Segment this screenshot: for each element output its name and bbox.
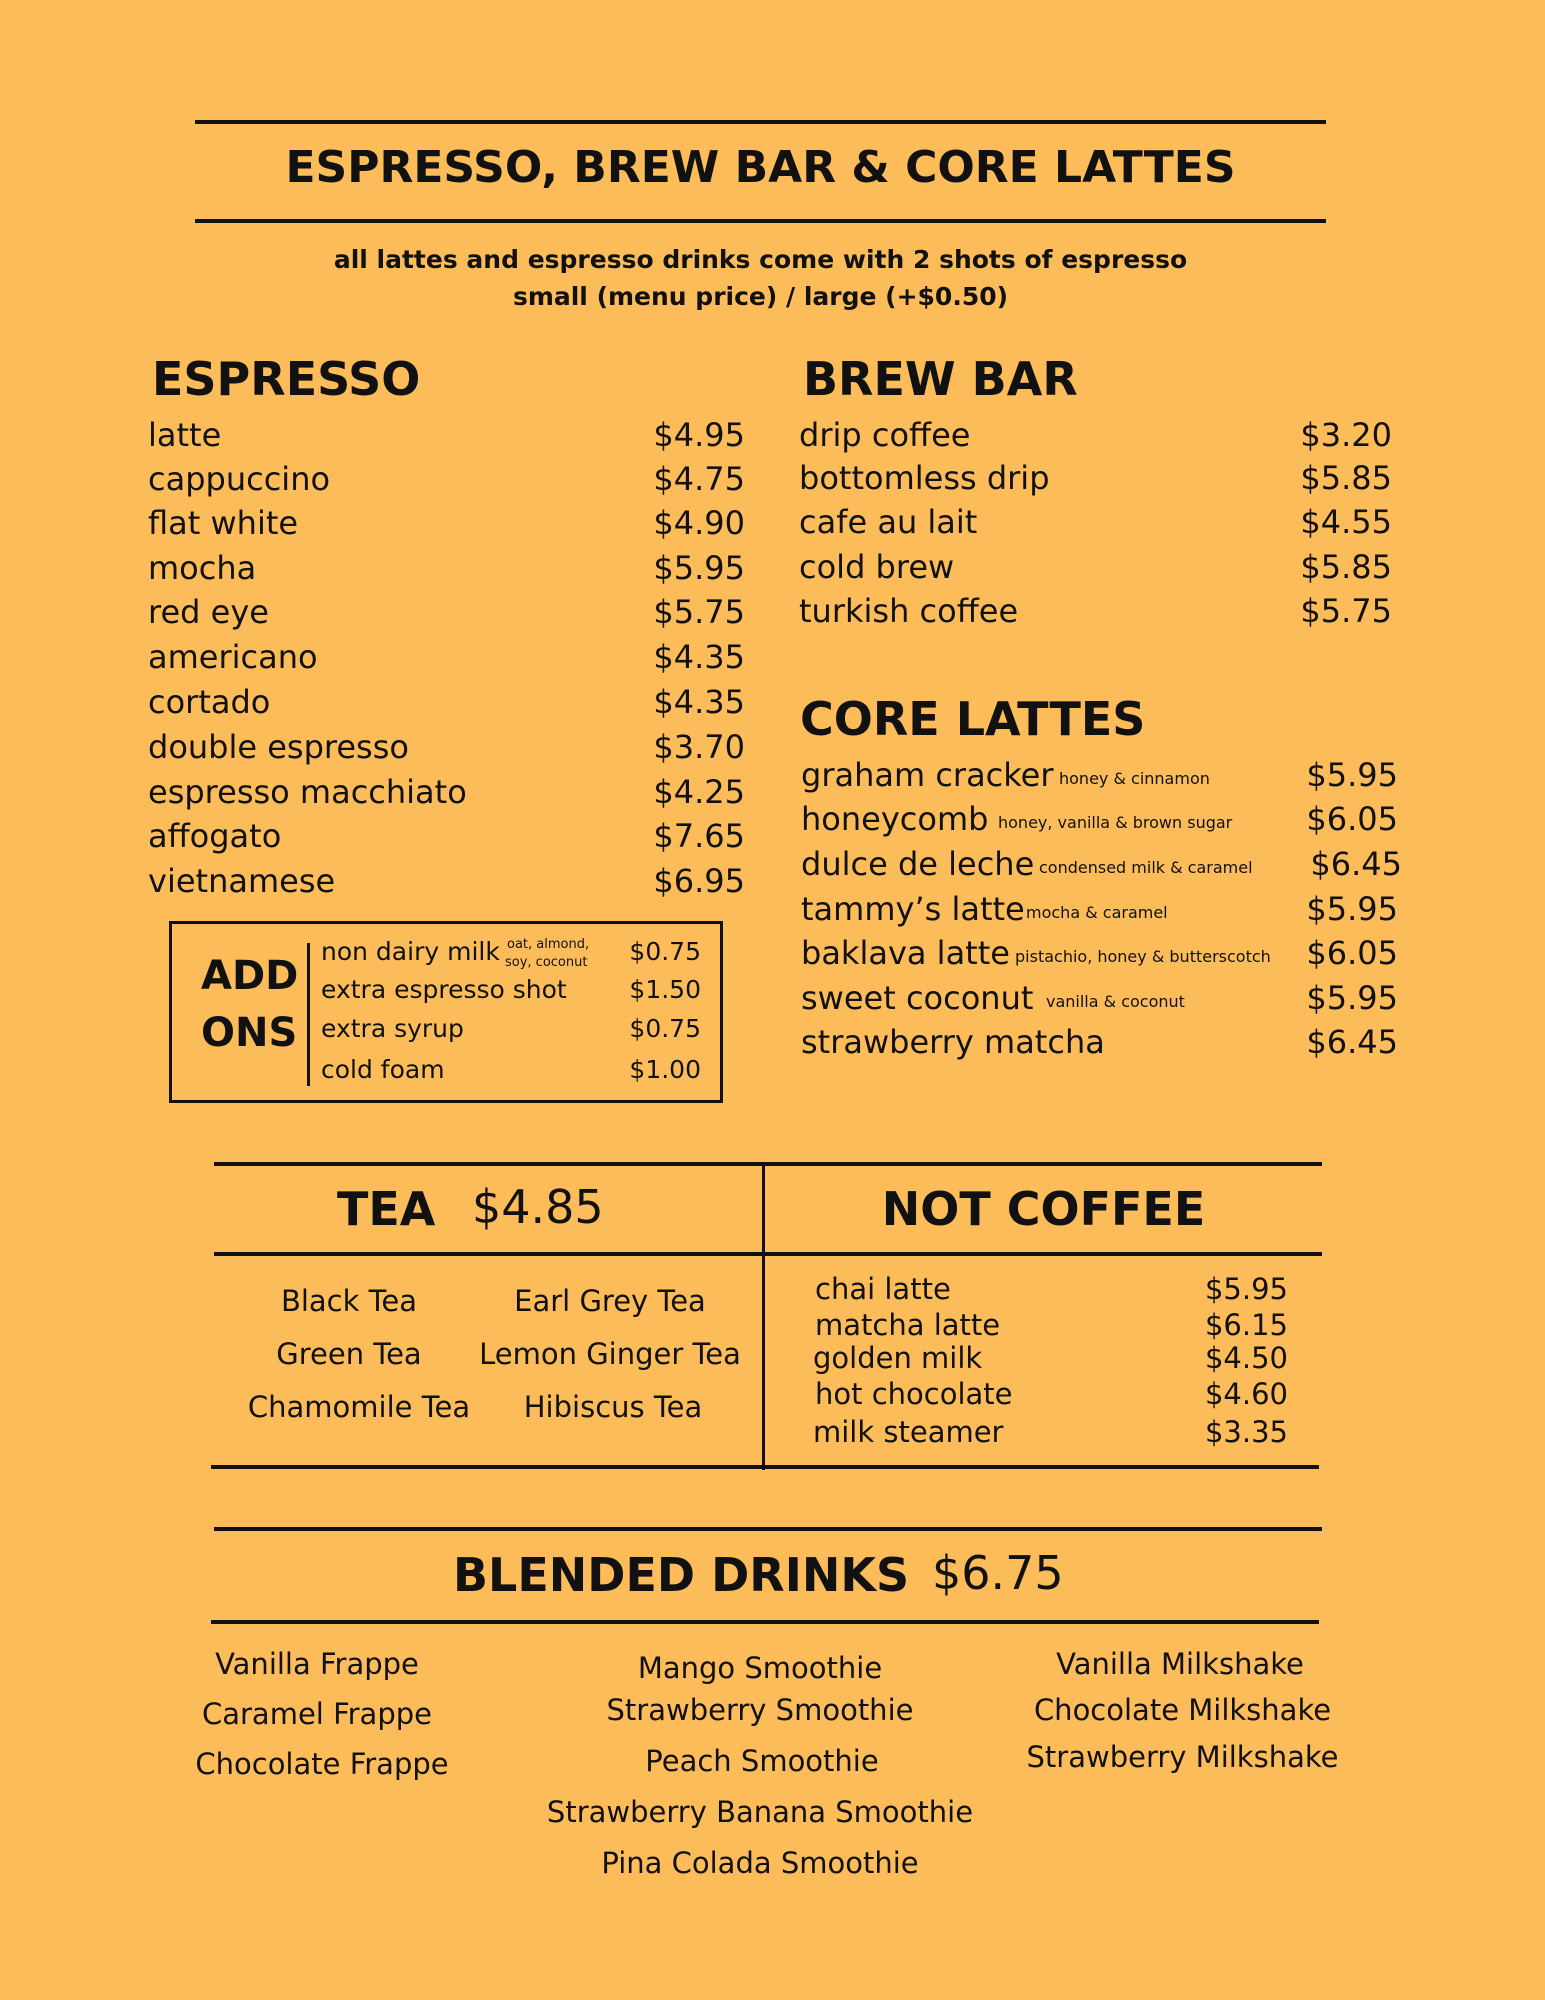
frappe-item: Vanilla Frappe (215, 1647, 419, 1681)
menu-item-price: $4.25 (653, 773, 745, 811)
menu-item-name: red eye (148, 593, 269, 631)
addons-label-line1: ADD (201, 953, 299, 999)
menu-item-note: mocha & caramel (1026, 903, 1168, 922)
menu-item-name: drip coffee (799, 416, 971, 454)
menu-item-price: $5.95 (1306, 756, 1398, 794)
menu-item-price: $5.95 (1204, 1272, 1288, 1306)
menu-item-price: $6.15 (1204, 1308, 1288, 1342)
header-bottom-rule (195, 219, 1326, 223)
menu-item-price: $3.70 (653, 728, 745, 766)
menu-item-name: matcha latte (815, 1308, 1001, 1342)
addon-note: soy, coconut (505, 955, 588, 970)
milkshake-item: Strawberry Milkshake (1026, 1740, 1339, 1774)
milkshake-item: Vanilla Milkshake (1056, 1647, 1304, 1681)
menu-item-price: $4.60 (1204, 1377, 1288, 1411)
menu-item-name: double espresso (148, 728, 409, 766)
addon-price: $0.75 (629, 937, 701, 966)
menu-item-name: chai latte (815, 1272, 951, 1306)
smoothie-item: Strawberry Smoothie (606, 1693, 914, 1727)
addons-label-line2: ONS (201, 1010, 298, 1056)
menu-item-price: $7.65 (653, 817, 745, 855)
tea-heading: TEA (337, 1182, 436, 1236)
menu-item-price: $4.90 (653, 504, 745, 542)
tea-top-rule (214, 1162, 1322, 1166)
menu-item-price: $6.45 (1306, 1023, 1398, 1061)
menu-item-price: $6.05 (1306, 934, 1398, 972)
menu-item-name: golden milk (813, 1341, 983, 1375)
menu-item-note: honey & cinnamon (1059, 769, 1210, 788)
menu-item-note: pistachio, honey & butterscotch (1015, 947, 1271, 966)
tea-item: Black Tea (280, 1284, 418, 1318)
menu-item-name: strawberry matcha (801, 1023, 1105, 1061)
menu-item-name: bottomless drip (799, 459, 1050, 497)
menu-item-name: baklava latte (801, 934, 1010, 972)
tea-bottom-rule (211, 1465, 1319, 1469)
tea-item: Hibiscus Tea (523, 1390, 703, 1424)
addon-name: extra espresso shot (321, 975, 567, 1004)
addon-name: extra syrup (321, 1014, 464, 1043)
menu-item-price: $5.75 (653, 593, 745, 631)
menu-item-note: honey, vanilla & brown sugar (998, 813, 1233, 832)
milkshake-item: Chocolate Milkshake (1033, 1693, 1332, 1727)
menu-item-name: hot chocolate (815, 1377, 1013, 1411)
tea-item: Earl Grey Tea (514, 1284, 706, 1318)
menu-item-price: $5.95 (1306, 890, 1398, 928)
menu-item-price: $4.35 (653, 638, 745, 676)
brew-bar-heading: BREW BAR (803, 352, 1078, 406)
addon-note: oat, almond, (507, 937, 590, 952)
menu-item-name: flat white (148, 504, 299, 542)
espresso-heading: ESPRESSO (152, 352, 421, 406)
menu-item-name: cold brew (799, 548, 955, 586)
menu-item-price: $5.85 (1300, 459, 1392, 497)
addon-name: non dairy milk (321, 937, 500, 966)
smoothie-item: Mango Smoothie (637, 1651, 883, 1685)
tea-header-rule (214, 1252, 1322, 1256)
menu-item-name: americano (148, 638, 318, 676)
menu-item-price: $4.75 (653, 460, 745, 498)
blended-price: $6.75 (932, 1546, 1064, 1600)
tea-item: Green Tea (276, 1337, 422, 1371)
menu-item-name: espresso macchiato (148, 773, 467, 811)
tea-item: Chamomile Tea (247, 1390, 471, 1424)
menu-item-name: milk steamer (813, 1415, 1004, 1449)
frappe-item: Caramel Frappe (201, 1697, 432, 1731)
menu-item-name: sweet coconut (801, 979, 1034, 1017)
menu-item-name: vietnamese (148, 862, 336, 900)
menu-item-name: latte (148, 416, 222, 454)
menu-item-note: vanilla & coconut (1046, 992, 1185, 1011)
menu-item-name: affogato (148, 817, 282, 855)
menu-item-price: $6.95 (653, 862, 745, 900)
menu-item-price: $4.35 (653, 683, 745, 721)
menu-item-price: $5.75 (1300, 592, 1392, 630)
menu-item-price: $4.95 (653, 416, 745, 454)
menu-item-name: turkish coffee (799, 592, 1019, 630)
smoothie-item: Pina Colada Smoothie (601, 1846, 919, 1880)
header-top-rule (195, 120, 1326, 124)
core-lattes-heading: CORE LATTES (800, 692, 1146, 746)
menu-item-price: $3.20 (1300, 416, 1392, 454)
menu-note-line2: small (menu price) / large (+$0.50) (512, 282, 1009, 311)
menu-item-price: $5.85 (1300, 548, 1392, 586)
smoothie-item: Strawberry Banana Smoothie (546, 1795, 974, 1829)
menu-item-price: $3.35 (1204, 1415, 1288, 1449)
not-coffee-heading: NOT COFFEE (881, 1182, 1206, 1236)
addon-name: cold foam (321, 1055, 445, 1084)
frappe-item: Chocolate Frappe (195, 1747, 449, 1781)
menu-note-line1: all lattes and espresso drinks come with 2 shots of espresso (333, 245, 1188, 274)
menu-item-price: $6.05 (1306, 800, 1398, 838)
blended-heading: BLENDED DRINKS (453, 1548, 910, 1602)
smoothie-item: Peach Smoothie (645, 1744, 879, 1778)
menu-item-name: honeycomb (801, 800, 989, 838)
tea-item: Lemon Ginger Tea (479, 1337, 741, 1371)
addon-price: $1.50 (629, 975, 701, 1004)
menu-item-name: graham cracker (801, 756, 1054, 794)
menu-title: ESPRESSO, BREW BAR & CORE LATTES (285, 142, 1236, 193)
menu-item-name: dulce de leche (801, 845, 1035, 883)
menu-item-name: cappuccino (148, 460, 331, 498)
addon-price: $0.75 (629, 1014, 701, 1043)
tea-price: $4.85 (472, 1180, 604, 1234)
menu-item-price: $5.95 (653, 549, 745, 587)
blended-header-rule (211, 1620, 1319, 1624)
addons-divider (307, 943, 310, 1086)
menu-item-name: mocha (148, 549, 257, 587)
menu-item-note: condensed milk & caramel (1039, 858, 1253, 877)
menu-item-price: $6.45 (1310, 845, 1402, 883)
menu-item-price: $4.50 (1204, 1341, 1288, 1375)
menu-item-price: $5.95 (1306, 979, 1398, 1017)
menu-item-name: cafe au lait (799, 503, 978, 541)
addon-price: $1.00 (629, 1055, 701, 1084)
menu-item-price: $4.55 (1300, 503, 1392, 541)
menu-item-name: cortado (148, 683, 271, 721)
blended-top-rule (214, 1527, 1322, 1531)
menu-item-name: tammy’s latte (801, 890, 1025, 928)
